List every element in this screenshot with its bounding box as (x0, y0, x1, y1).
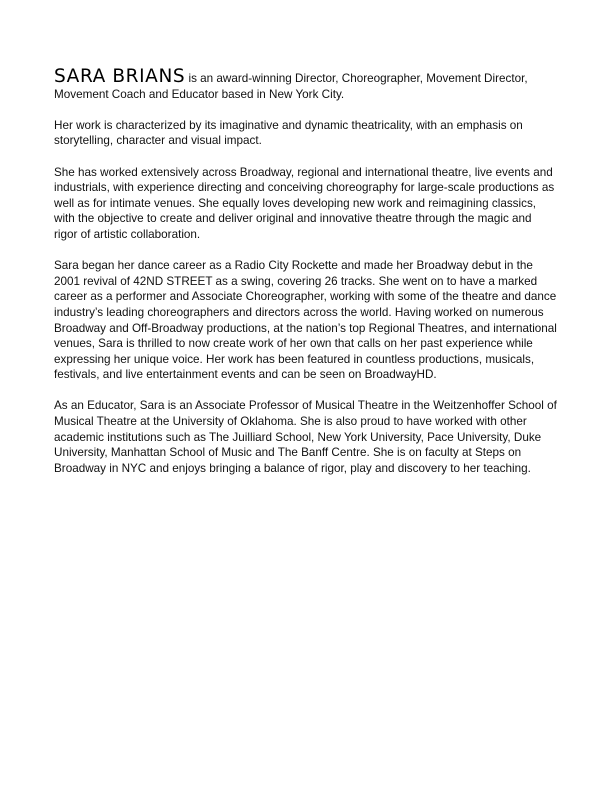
bio-paragraph-career: Sara began her dance career as a Radio City Rockette and made her Broadway debut in the 2001 revival of 42ND STREET as a swing, covering 26 tracks. She went on to have a marked career as a performer and Associate Choreographer, working with some of the theatre and dance industry’s leading choreographers and directors across the world. Having worked on numerous Broadway and Off-Broadway productions, at the nation’s top Regional Theatres, and international venues, Sara is thrilled to now create work of her own that calls on her past experience while expressing her unique voice. Her work has been featured in countless productions, musicals, festivals, and live entertainment events and can be seen on BroadwayHD. (54, 259, 557, 382)
bio-text (54, 66, 558, 492)
bio-paragraph-experience: She has worked extensively across Broadway, regional and international theatre, live events and industrials, with experience directing and conceiving choreography for large-scale productions as well as for intimate venues. She equally loves developing new work and reimagining classics, with the objective to create and deliver original and innovative theatre through the magic and rigor of artistic collaboration. (54, 165, 555, 241)
bio-name: SARA BRIANS (54, 66, 186, 87)
bio-paragraph-work-style: Her work is characterized by its imaginative and dynamic theatricality, with an emphasis on storytelling, character and visual impact. (54, 118, 523, 148)
bio-paragraph-education: As an Educator, Sara is an Associate Professor of Musical Theatre in the Weitzenhoffer School of Musical Theatre at the University of Oklahoma. She is also proud to have worked with other academic institutions such as The Juilliard School, New York University, Pace University, Duke University, Manhattan School of Music and The Banff Centre. She is on faculty at Steps on Broadway in NYC and enjoys bringing a balance of rigor, play and discovery to her teaching. (54, 399, 557, 475)
bio-intro-paragraph (54, 66, 558, 102)
bio-intro-text: is an award-winning Director, Choreographer, Movement Director, Movement Coach and Educator based in New York City. (54, 72, 528, 101)
